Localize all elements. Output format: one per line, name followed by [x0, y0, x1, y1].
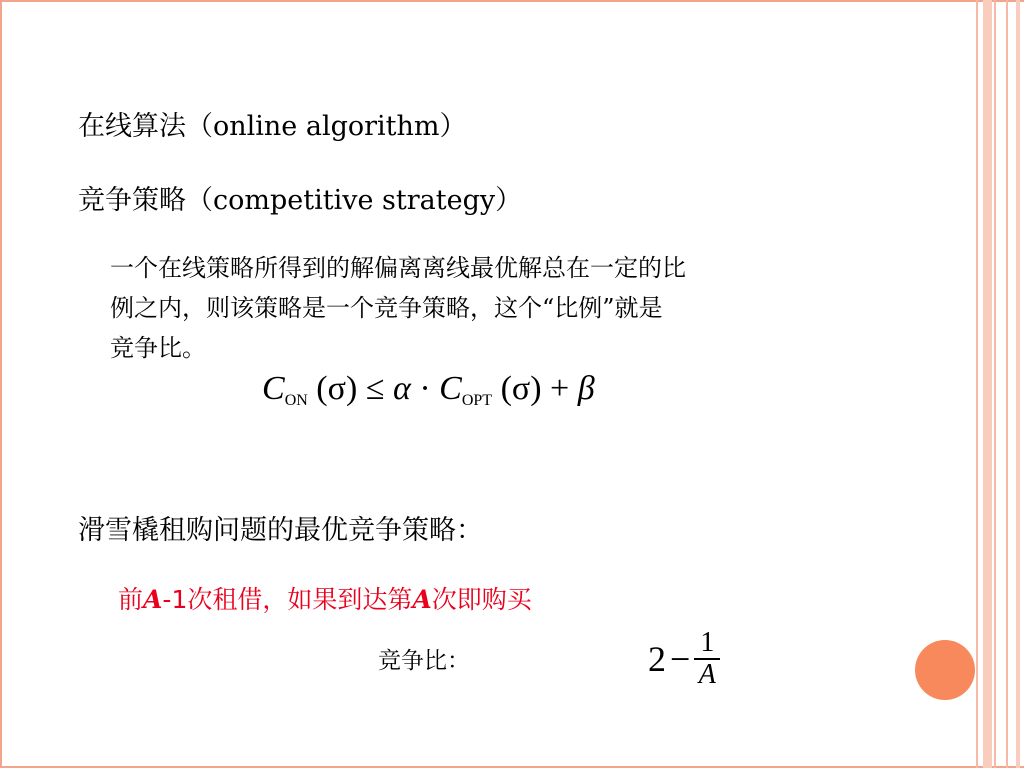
strategy-prefix: 前 [118, 585, 144, 614]
decor-stripe [994, 0, 996, 768]
formula-leq: ≤ [365, 370, 385, 407]
ratio-label: 竞争比： [378, 648, 470, 674]
formula-sub-on: ON [284, 392, 308, 409]
decor-stripe [1016, 0, 1020, 768]
formula-c: C [262, 370, 285, 407]
ratio-numerator: 1 [700, 627, 715, 659]
paragraph-line: 竞争比。 [110, 334, 206, 362]
strategy-suffix: 次即购买 [431, 585, 532, 614]
paragraph-line: 一个在线策略所得到的解偏离离线最优解总在一定的比 [110, 254, 686, 282]
paragraph-line: 例之内，则该策略是一个竞争策略，这个“比例”就是 [110, 294, 663, 322]
definition-paragraph [110, 248, 686, 368]
heading-en: competitive strategy [213, 185, 496, 216]
formula-sigma: (σ) [500, 370, 542, 407]
decor-circle [915, 640, 975, 700]
formula-sigma: (σ) [316, 370, 358, 407]
decor-stripe [983, 0, 992, 768]
heading-paren: ） [439, 111, 467, 142]
competitive-ratio-formula [262, 370, 595, 410]
left-border [0, 0, 2, 768]
heading-cn: 在线算法（ [78, 111, 213, 142]
strategy-var: A [412, 585, 432, 614]
ratio-two: 2 [648, 639, 666, 679]
decor-stripe [976, 0, 978, 768]
formula-plus: + [550, 370, 570, 407]
top-border [0, 0, 1024, 2]
formula-alpha: α [392, 370, 411, 407]
ratio-minus: − [670, 639, 691, 679]
heading-paren: ） [495, 185, 523, 216]
decor-stripe [1006, 0, 1008, 768]
strategy-mid: -1次租借，如果到达第 [162, 585, 413, 614]
strategy-description [118, 580, 532, 616]
heading-en: online algorithm [213, 111, 440, 142]
heading-competitive-strategy [78, 178, 522, 217]
heading-ski-rental: 滑雪橇租购问题的最优竞争策略： [78, 515, 483, 546]
formula-c: C [439, 370, 462, 407]
formula-sub-opt: OPT [461, 392, 493, 409]
strategy-var: A [143, 585, 163, 614]
ratio-expression [648, 626, 720, 692]
ratio-denominator: A [698, 658, 716, 690]
ratio-fraction [694, 628, 720, 690]
formula-dot: · [419, 370, 431, 407]
heading-online-algorithm [78, 104, 467, 143]
heading-cn: 竞争策略（ [78, 185, 213, 216]
formula-beta: β [577, 370, 595, 407]
